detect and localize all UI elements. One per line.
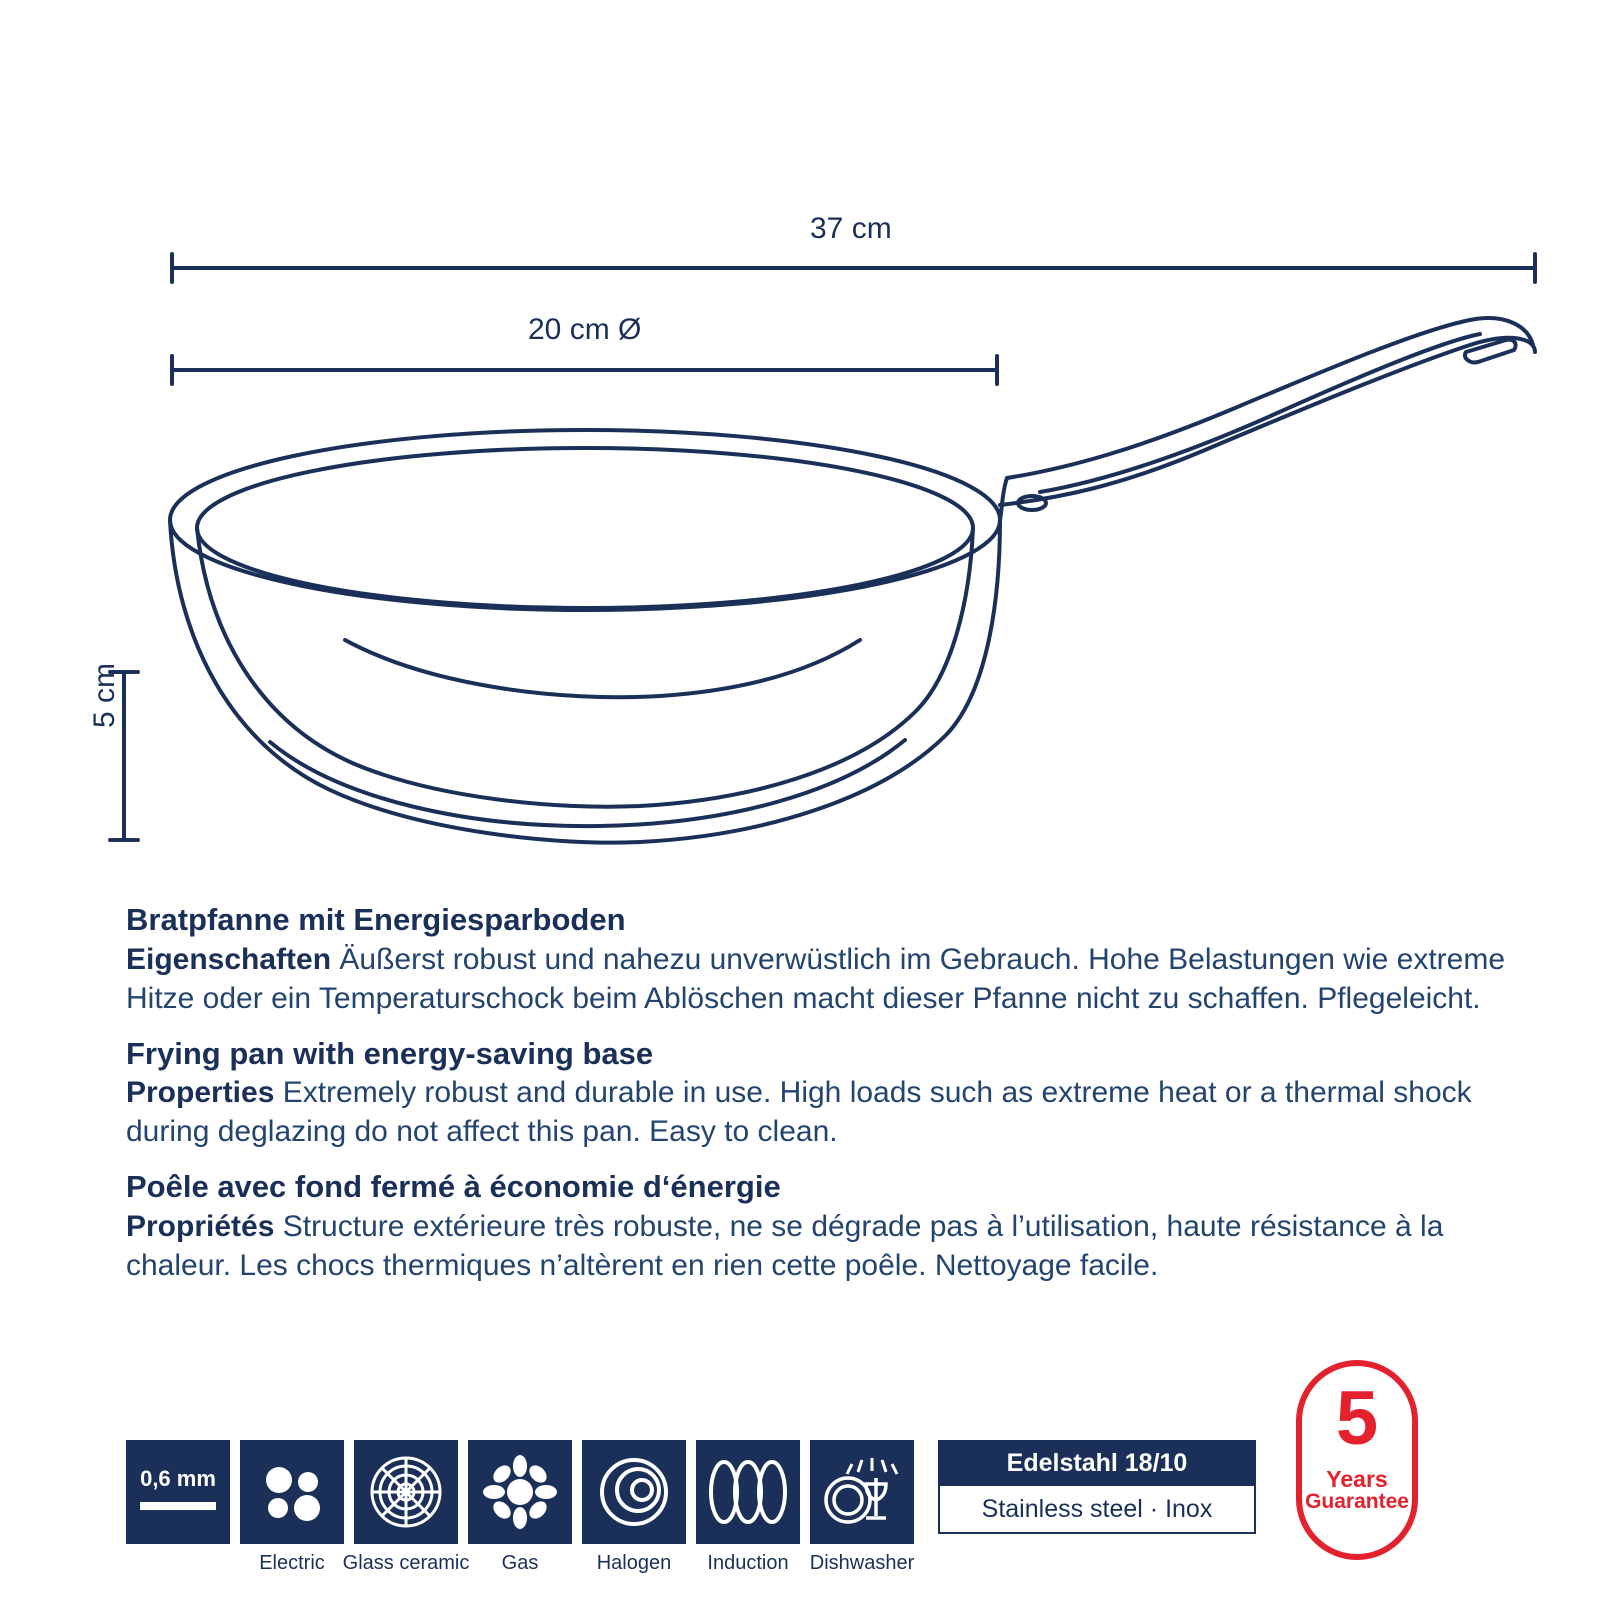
dishwasher-icon xyxy=(810,1440,914,1544)
label-de: Eigenschaften xyxy=(126,942,332,976)
title-de: Bratpfanne mit Energiesparboden xyxy=(126,902,626,937)
overall-length-label: 37 cm xyxy=(810,212,892,245)
thickness-bar xyxy=(140,1502,216,1510)
feature-icon-strip xyxy=(126,1440,914,1575)
material-plate xyxy=(938,1440,1256,1534)
diameter-label: 20 cm Ø xyxy=(528,313,642,346)
body-en xyxy=(126,1073,1506,1151)
description-fr xyxy=(126,1167,1506,1285)
text-fr: Structure extérieure très robuste, ne se dégrade pas à l’utilisation, haute résistance à la chaleur. Les chocs thermiques n’altèrent en rien cette poêle. Nettoyage facile. xyxy=(126,1210,1444,1283)
label-fr: Propriétés xyxy=(126,1210,275,1244)
body-fr xyxy=(126,1207,1506,1285)
icon-cell-glass-ceramic xyxy=(342,1440,470,1575)
height-label: 5 cm xyxy=(88,662,121,728)
caption-dishwasher: Dishwasher xyxy=(809,1552,915,1574)
material-name-en: Stainless steel · Inox xyxy=(938,1486,1256,1534)
guarantee-years: Years xyxy=(1326,1465,1388,1492)
title-en: Frying pan with energy-saving base xyxy=(126,1035,654,1071)
guarantee-number: 5 xyxy=(1335,1376,1379,1461)
icon-cell-gas xyxy=(468,1440,572,1575)
caption-gas: Gas xyxy=(501,1552,539,1574)
caption-electric: Electric xyxy=(259,1552,325,1574)
body-de xyxy=(126,940,1506,1018)
guarantee-word: Guarantee xyxy=(1305,1489,1409,1513)
thickness-icon xyxy=(126,1440,230,1544)
caption-halogen: Halogen xyxy=(596,1552,672,1574)
electric-icon xyxy=(240,1440,344,1544)
thickness-value: 0,6 mm xyxy=(140,1466,216,1491)
description-block xyxy=(126,900,1506,1301)
text-en: Extremely robust and durable in use. High loads such as extreme heat or a thermal shock during deglazing do not affect this pan. Easy to clean. xyxy=(126,1076,1472,1149)
gas-icon xyxy=(468,1440,572,1544)
icon-cell-dishwasher xyxy=(810,1440,914,1575)
label-en: Properties xyxy=(126,1076,275,1110)
description-de xyxy=(126,900,1506,1018)
icon-cell-induction xyxy=(696,1440,800,1575)
caption-glass-ceramic: Glass ceramic xyxy=(342,1552,470,1574)
guarantee-badge xyxy=(1296,1360,1418,1560)
glass-ceramic-icon xyxy=(354,1440,458,1544)
icon-cell-electric xyxy=(240,1440,344,1575)
title-fr: Poêle avec fond fermé à économie d‘énergie xyxy=(126,1169,781,1205)
caption-induction: Induction xyxy=(707,1552,789,1574)
text-de: Äußerst robust und nahezu unverwüstlich im Gebrauch. Hohe Belastungen wie extreme Hitze oder ein Temperaturschock beim Ablöschen macht dieser Pfanne nicht zu schaffen. Pflegeleicht. xyxy=(126,942,1506,1015)
icon-cell-halogen xyxy=(582,1440,686,1575)
halogen-icon xyxy=(582,1440,686,1544)
description-en xyxy=(126,1034,1506,1152)
icon-cell-thickness xyxy=(126,1440,230,1552)
induction-icon xyxy=(696,1440,800,1544)
material-name-de: Edelstahl 18/10 xyxy=(938,1440,1256,1486)
